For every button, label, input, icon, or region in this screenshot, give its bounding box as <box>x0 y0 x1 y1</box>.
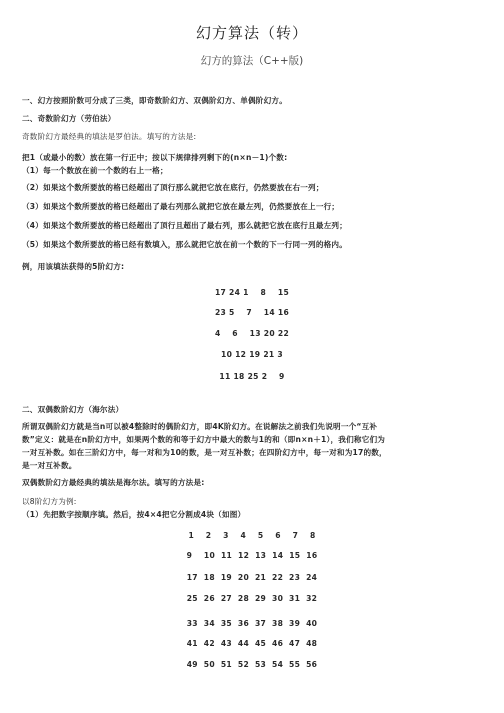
grid-row: 41 42 43 44 45 46 47 48 <box>186 639 318 648</box>
even-para-line: 数”定义：就是在n阶幻方中，如果两个数的和等于幻方中最大的数与1的和（即n×n＋1），我们称它们为 <box>22 435 386 444</box>
magic-row: 11 18 25 2 9 <box>219 372 285 381</box>
grid-row: 25 26 27 28 29 30 31 32 <box>186 594 318 603</box>
odd-rule-5: （5）如果这个数所要放的格已经有数填入，那么就把它放在前一个数的下一行同一列的格内。 <box>22 240 348 249</box>
odd-desc: 奇数阶幻方最经典的填法是罗伯法。填写的方法是: <box>22 132 197 141</box>
even-step-1: （1）先把数字按顺序填。然后，按4×4把它分割成4块（如图） <box>22 510 246 519</box>
odd-rule-1: （1）每一个数放在前一个数的右上一格； <box>22 166 168 175</box>
grid-row: 33 34 35 36 37 38 39 40 <box>186 619 318 628</box>
page-title: 幻方算法（转） <box>195 24 308 42</box>
magic-row: 10 12 19 21 3 <box>220 350 284 359</box>
magic-row: 4 6 13 20 22 <box>214 329 290 338</box>
even-para-line: 所谓双偶阶幻方就是当n可以被4整除时的偶阶幻方，即4K阶幻方。在说解法之前我们先说明一个“互补 <box>22 422 378 431</box>
intro-paragraph: 一、幻方按照阶数可分成了三类，即奇数阶幻方、双偶阶幻方、单偶阶幻方。 <box>22 96 287 105</box>
odd-rule-2: （2）如果这个数所要放的格已经超出了顶行那么就把它放在底行，仍然要放在右一列； <box>22 183 324 192</box>
grid-row: 17 18 19 20 21 22 23 24 <box>186 573 318 582</box>
odd-rule-3: （3）如果这个数所要放的格已经超出了最右列那么就把它放在最左列，仍然要放在上一行； <box>22 202 340 211</box>
magic-row: 23 5 7 14 16 <box>214 308 290 317</box>
grid-row: 49 50 51 52 53 54 55 56 <box>186 660 318 669</box>
even-example-label: 以8阶幻方为例: <box>22 497 77 506</box>
even-para-line: 一对互补数。如在三阶幻方中，每一对和为10的数，是一对互补数；在四阶幻方中，每一对和为17的数， <box>22 448 387 457</box>
even-desc: 双偶数阶幻方最经典的填法是海尔法。填写的方法是: <box>22 478 205 487</box>
odd-section-heading: 二、奇数阶幻方（劳伯法） <box>22 114 116 123</box>
even-para-line: 是一对互补数。 <box>22 461 77 470</box>
grid-row: 9 10 11 12 13 14 15 16 <box>186 551 318 560</box>
odd-example-label: 例，用该填法获得的5阶幻方: <box>22 262 125 271</box>
magic-row: 17 24 1 8 15 <box>214 288 290 297</box>
odd-rule-0: 把1（或最小的数）放在第一行正中；按以下规律排列剩下的(n×n－1)个数: <box>22 153 288 162</box>
page-subtitle: 幻方的算法（C++版) <box>200 55 304 67</box>
grid-row: 1 2 3 4 5 6 7 8 <box>188 531 316 540</box>
odd-rule-4: （4）如果这个数所要放的格已经超出了顶行且超出了最右列，那么就把它放在底行且最左列； <box>22 221 348 230</box>
even-section-heading: 二、双偶数阶幻方（海尔法） <box>22 405 124 414</box>
